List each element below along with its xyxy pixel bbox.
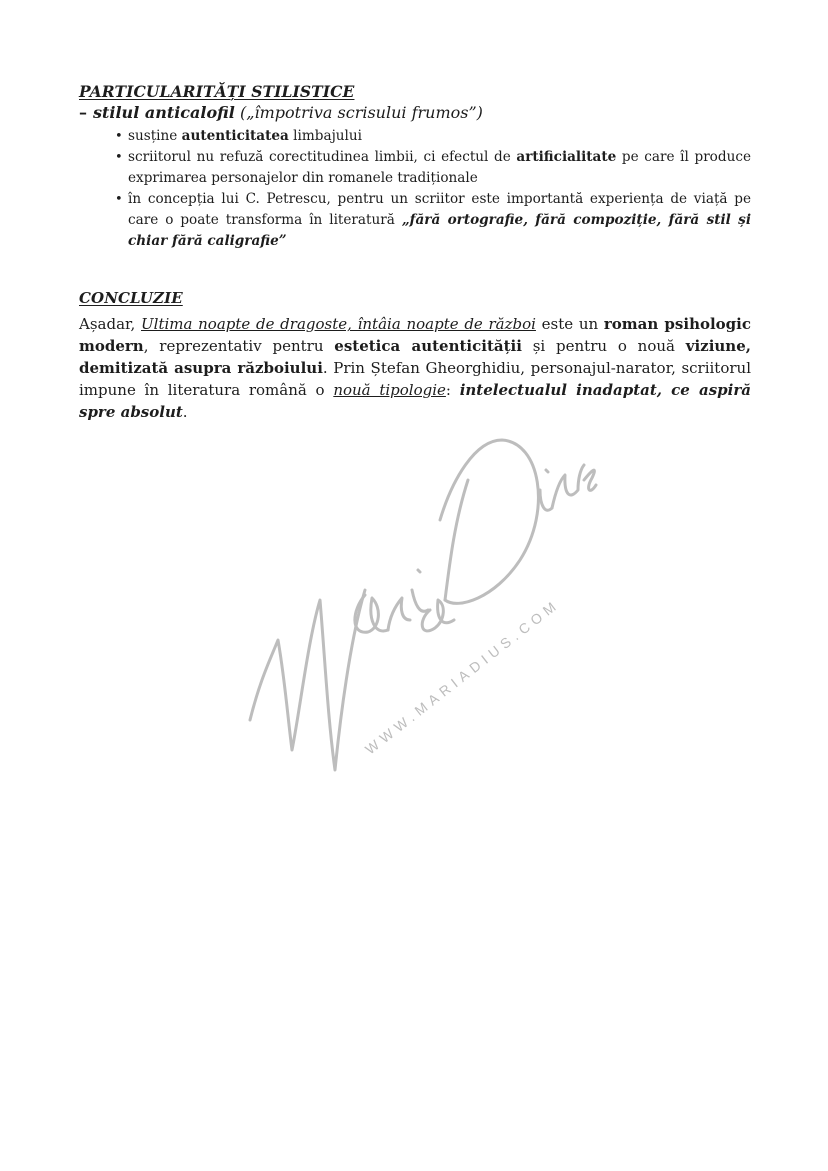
bullet-item [119, 147, 751, 189]
bullet-bold: autenticitatea [181, 128, 289, 144]
section-heading-stylistic: PARTICULARITĂȚI STILISTICE [79, 82, 355, 101]
bullet-text: în concepția lui C. Petrescu, pentru un scriitor este importantă experiența de viață pe care o poate transforma în literatură [128, 191, 751, 228]
section-conclusion [79, 287, 751, 423]
text: și pentru o nouă [521, 337, 686, 355]
text: : [445, 381, 460, 399]
bullet-bold: artificialitate [516, 149, 617, 165]
subheading-strong: stilul anticalofil [93, 103, 235, 122]
bold-text: roman psihologic modern [79, 315, 752, 355]
watermark [240, 420, 600, 790]
document-content [79, 82, 751, 423]
text: Așadar, [79, 315, 142, 333]
text: . Prin Ștefan Gheorghidiu, personajul-narator, scriitorul impune în literatura română o [79, 359, 751, 399]
watermark-url: WWW.MARIADIUS.COM [361, 595, 563, 758]
text: . [182, 403, 188, 421]
bullet-text: pe care îl produce exprimarea personajelor din romanele tradiționale [128, 149, 751, 186]
bullet-text: scriitorul nu refuză corectitudinea limbii, ci efectul de [128, 149, 517, 165]
conclusion-paragraph [79, 313, 751, 423]
subheading-anticalofil [79, 102, 751, 124]
bullet-list [119, 126, 751, 252]
bullet-text: susține [128, 128, 182, 144]
emphasis-text: nouă tipologie [333, 381, 446, 399]
bold-text: viziune, demitizată asupra războiului [79, 337, 751, 377]
bold-text: estetica autenticității [334, 337, 522, 355]
subheading-paren: („împotriva scrisului frumos”) [239, 103, 483, 122]
novel-title: Ultima noapte de dragoste, întâia noapte de război [141, 315, 536, 333]
bold-italic-text: intelectualul inadaptat, ce aspiră spre absolut [79, 381, 751, 421]
bullet-text: limbajului [288, 128, 362, 144]
section-heading-conclusion: CONCLUZIE [79, 289, 183, 307]
dash: – [79, 103, 87, 122]
text: , reprezentativ pentru [143, 337, 335, 355]
bullet-quote: „fără ortografie, fără compoziție, fără stil și chiar fără caligrafie” [128, 212, 751, 249]
text: este un [535, 315, 604, 333]
bullet-item [119, 126, 751, 147]
bullet-item [119, 189, 751, 252]
section-stylistic [79, 82, 751, 252]
